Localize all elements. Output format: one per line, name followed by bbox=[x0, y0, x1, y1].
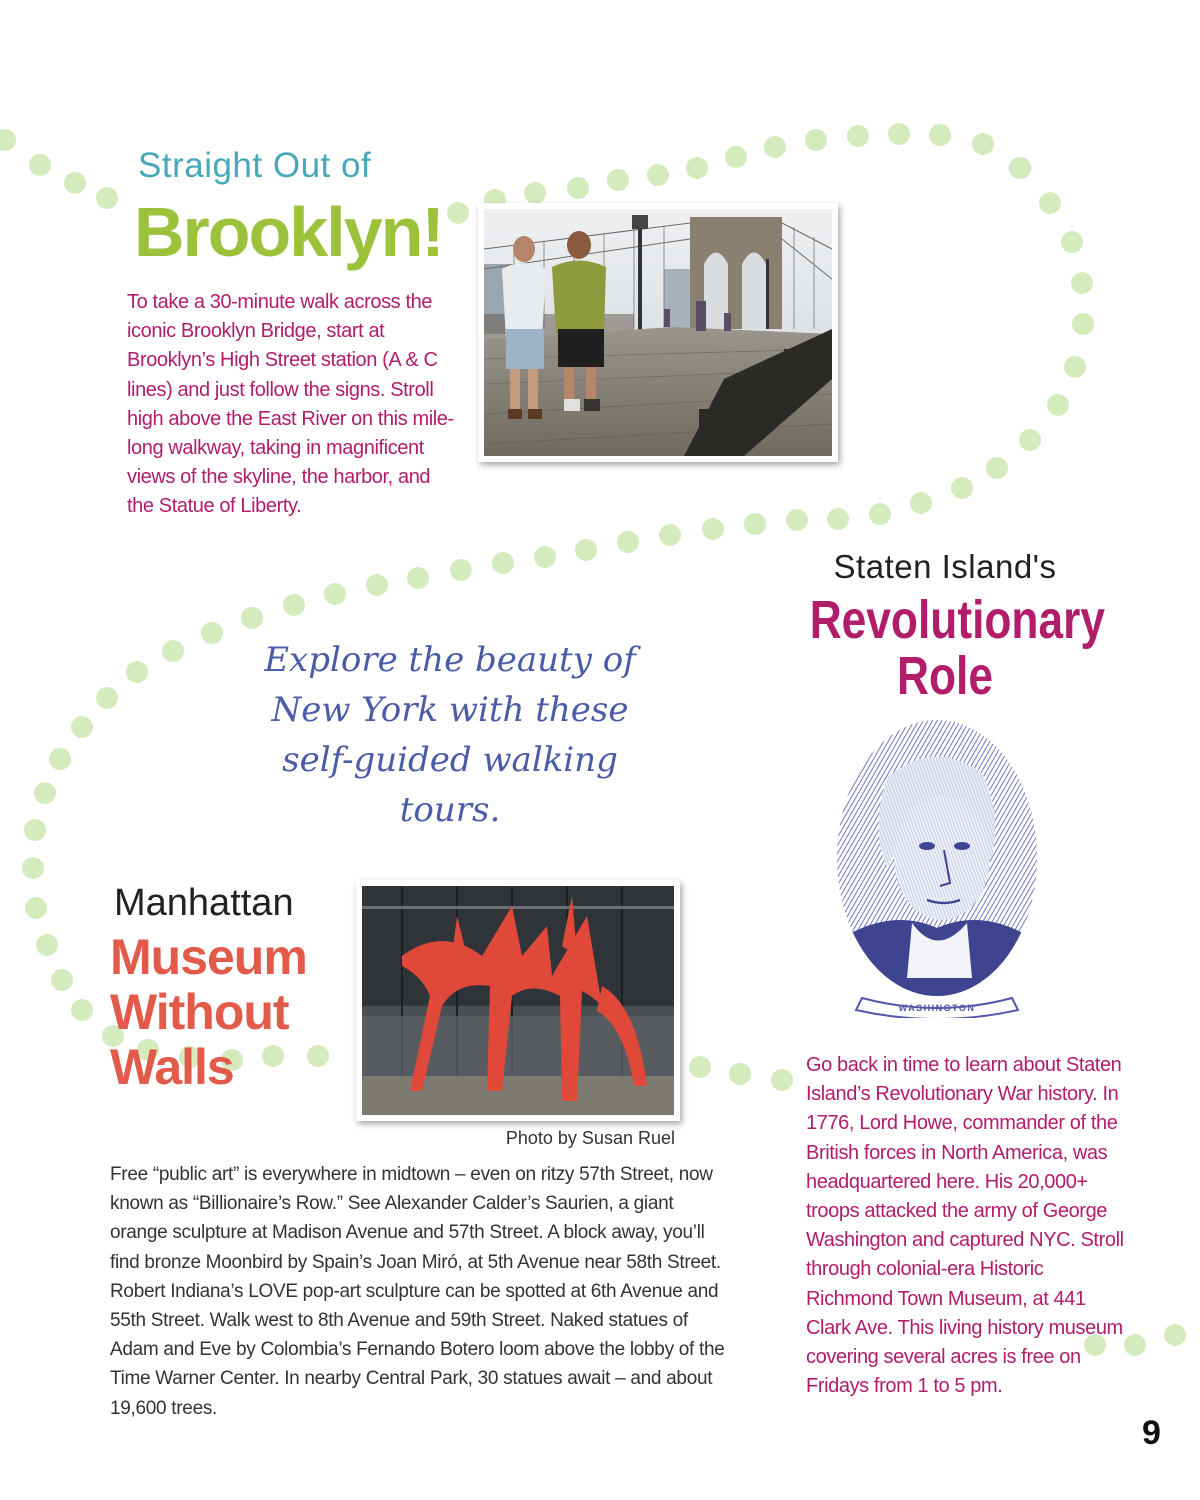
manhattan-title-line-2: Without bbox=[110, 984, 289, 1040]
staten-title-line-2: Role bbox=[897, 646, 993, 706]
manhattan-kicker: Manhattan bbox=[114, 882, 294, 924]
path-dot bbox=[36, 934, 58, 956]
path-dot bbox=[575, 539, 597, 561]
path-dot bbox=[607, 169, 629, 191]
path-dot bbox=[869, 503, 891, 525]
brooklyn-kicker: Straight Out of bbox=[138, 146, 372, 185]
manhattan-title-line-1: Museum bbox=[110, 929, 307, 985]
page-number: 9 bbox=[1142, 1414, 1161, 1452]
path-dot bbox=[764, 136, 786, 158]
path-dot bbox=[847, 125, 869, 147]
staten-title-line-1: Revolutionary bbox=[809, 590, 1105, 650]
manhattan-title-line-3: Walls bbox=[110, 1039, 234, 1095]
path-dot bbox=[1039, 192, 1061, 214]
path-dot bbox=[1061, 231, 1083, 253]
washington-banner-text: WASHINGTON bbox=[898, 1003, 976, 1013]
path-dot bbox=[972, 133, 994, 155]
tagline-line-1: Explore the beauty of bbox=[264, 640, 636, 680]
path-dot bbox=[1072, 313, 1094, 335]
path-dot bbox=[126, 661, 148, 683]
path-dot bbox=[96, 187, 118, 209]
brooklyn-bridge-photo bbox=[478, 203, 838, 462]
path-dot bbox=[25, 897, 47, 919]
path-dot bbox=[64, 172, 86, 194]
path-dot bbox=[744, 513, 766, 535]
washington-portrait-icon bbox=[832, 718, 1042, 1018]
red-sculpture-image bbox=[362, 886, 674, 1115]
path-dot bbox=[447, 202, 469, 224]
path-dot bbox=[96, 687, 118, 709]
manhattan-body: Free “public art” is everywhere in midtown – even on ritzy 57th Street, now known as “Billionaire’s Row.” See Alexander Calder’s Saurien, a giant orange sculpture at Madison Avenue and 57th Street. A block away, you’ll find bronze Moonbird by Spain’s Joan Miró, at 5th Avenue near 58th Street. Robert Indiana’s LOVE pop-art sculpture can be spotted at 6th Avenue and 55th Street. Walk west to 8th Avenue and 59th Street. Naked statues of Adam and Eve by Colombia’s Fernando Botero loom above the lobby of the Time Warner Center. In nearby Central Park, 30 statues await – and about 19,600 trees. bbox=[110, 1164, 725, 1419]
path-dot bbox=[324, 583, 346, 605]
path-dot bbox=[51, 969, 73, 991]
path-dot bbox=[951, 477, 973, 499]
photo-credit: Photo by Susan Ruel bbox=[505, 1128, 675, 1148]
path-dot bbox=[771, 1069, 793, 1091]
path-dot bbox=[986, 457, 1008, 479]
path-dot bbox=[1009, 157, 1031, 179]
tagline-line-3: self-guided walking tours. bbox=[282, 740, 618, 830]
path-dot bbox=[201, 622, 223, 644]
path-dot bbox=[34, 782, 56, 804]
path-dot bbox=[49, 748, 71, 770]
path-dot bbox=[1124, 1334, 1146, 1356]
path-dot bbox=[686, 157, 708, 179]
path-dot bbox=[407, 567, 429, 589]
path-dot bbox=[22, 857, 44, 879]
staten-kicker: Staten Island's bbox=[833, 548, 1057, 585]
path-dot bbox=[1047, 394, 1069, 416]
path-dot bbox=[647, 164, 669, 186]
sculpture-photo bbox=[356, 880, 680, 1121]
tagline bbox=[230, 635, 670, 835]
staten-body: Go back in time to learn about Staten Island’s Revolutionary War history. In 1776, Lord Howe, commander of the British forces in North America, was headquartered here. His 20,000+ troops attacked the army of George Washington and captured NYC. Stroll through colonial-era Historic Richmond Town Museum, at 441 Clark Ave. This living history museum covering several acres is free on Fridays from 1 to 5 pm. bbox=[806, 1054, 1124, 1398]
path-dot bbox=[366, 574, 388, 596]
path-dot bbox=[659, 524, 681, 546]
path-dot bbox=[702, 518, 724, 540]
path-dot bbox=[0, 129, 16, 151]
path-dot bbox=[725, 146, 747, 168]
path-dot bbox=[162, 640, 184, 662]
brooklyn-bridge-image bbox=[484, 209, 832, 456]
path-dot bbox=[283, 594, 305, 616]
tagline-line-2: New York with these bbox=[271, 690, 629, 730]
path-dot bbox=[827, 508, 849, 530]
path-dot bbox=[492, 552, 514, 574]
path-dot bbox=[910, 492, 932, 514]
path-dot bbox=[534, 546, 556, 568]
path-dot bbox=[617, 531, 639, 553]
path-dot bbox=[1071, 272, 1093, 294]
path-dot bbox=[450, 559, 472, 581]
path-dot bbox=[524, 182, 546, 204]
path-dot bbox=[805, 129, 827, 151]
brooklyn-body: To take a 30-minute walk across the iconic Brooklyn Bridge, start at Brooklyn’s High Street station (A & C lines) and just follow the signs. Stroll high above the East River on this mile-long walkway, taking in magnificent views of the skyline, the harbor, and the Statue of Liberty. bbox=[127, 291, 454, 518]
path-dot bbox=[1064, 356, 1086, 378]
staten-title bbox=[809, 590, 1105, 706]
path-dot bbox=[241, 607, 263, 629]
path-dot bbox=[786, 509, 808, 531]
brooklyn-title: Brooklyn! bbox=[134, 193, 443, 271]
path-dot bbox=[1019, 429, 1041, 451]
path-dot bbox=[29, 154, 51, 176]
path-dot bbox=[689, 1056, 711, 1078]
washington-engraving bbox=[832, 718, 1042, 1018]
path-dot bbox=[888, 123, 910, 145]
path-dot bbox=[567, 177, 589, 199]
path-dot bbox=[729, 1063, 751, 1085]
path-dot bbox=[24, 819, 46, 841]
path-dot bbox=[929, 124, 951, 146]
manhattan-title bbox=[110, 930, 350, 1095]
path-dot bbox=[71, 999, 93, 1021]
path-dot bbox=[1164, 1324, 1186, 1346]
path-dot bbox=[71, 716, 93, 738]
